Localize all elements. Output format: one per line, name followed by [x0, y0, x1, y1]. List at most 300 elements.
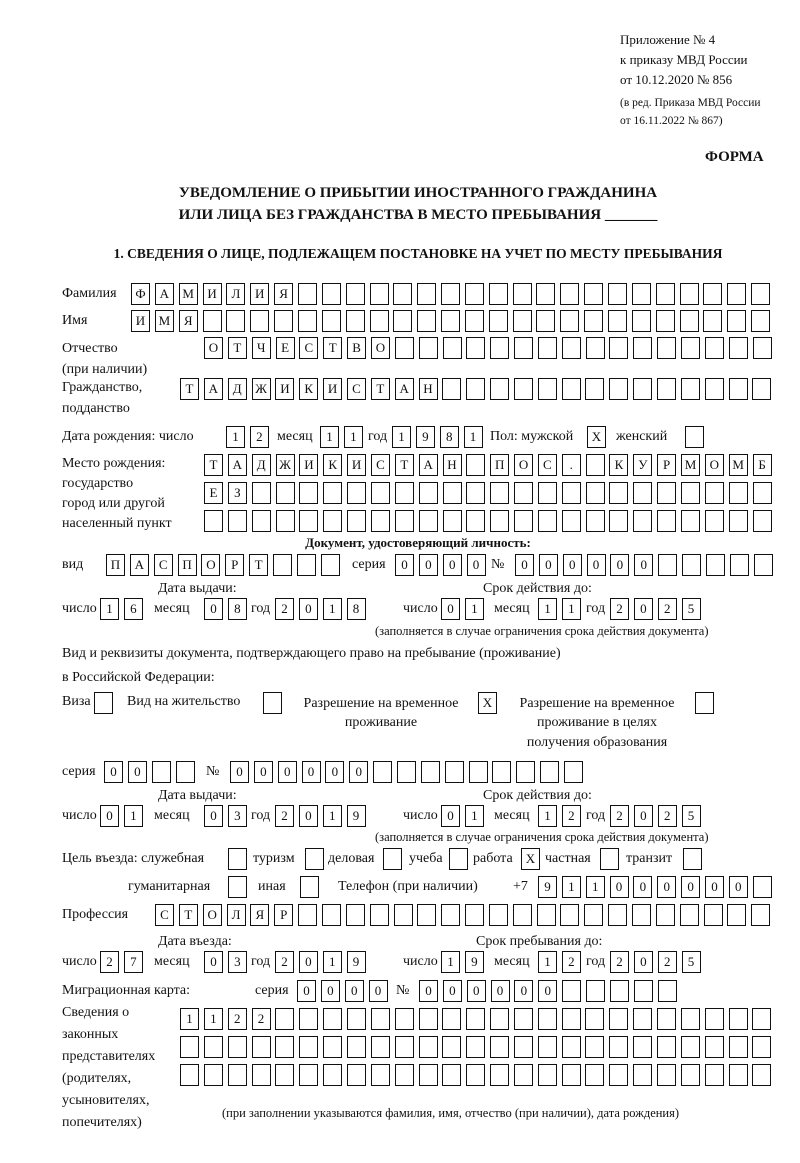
char-box[interactable]	[753, 482, 772, 504]
char-box[interactable]	[419, 510, 438, 532]
char-box[interactable]	[466, 510, 485, 532]
char-box[interactable]	[276, 510, 295, 532]
char-box[interactable]: 0	[321, 980, 340, 1002]
char-box[interactable]: 0	[299, 598, 318, 620]
char-box[interactable]: 0	[634, 951, 653, 973]
char-box[interactable]: М	[179, 283, 198, 305]
char-box[interactable]	[609, 1008, 628, 1030]
char-box[interactable]: 9	[347, 951, 366, 973]
char-box[interactable]: 2	[275, 805, 294, 827]
char-box[interactable]: Л	[227, 904, 246, 926]
char-box[interactable]	[730, 554, 749, 576]
char-box[interactable]: 0	[657, 876, 676, 898]
char-box[interactable]	[417, 283, 436, 305]
char-box[interactable]	[323, 1064, 342, 1086]
char-box[interactable]: А	[419, 454, 438, 476]
char-box[interactable]: X	[478, 692, 497, 714]
char-box[interactable]	[490, 510, 509, 532]
char-box[interactable]: О	[204, 337, 223, 359]
char-box[interactable]	[538, 1008, 557, 1030]
char-box[interactable]	[395, 337, 414, 359]
char-box[interactable]	[585, 1064, 604, 1086]
char-box[interactable]: 1	[392, 426, 411, 448]
char-box[interactable]: 0	[681, 876, 700, 898]
char-box[interactable]: 1	[320, 426, 339, 448]
char-box[interactable]	[729, 378, 748, 400]
char-box[interactable]	[347, 482, 366, 504]
char-box[interactable]: И	[131, 310, 150, 332]
char-box[interactable]: 0	[467, 554, 486, 576]
char-box[interactable]	[489, 904, 508, 926]
char-box[interactable]: 2	[250, 426, 269, 448]
char-box[interactable]: 9	[538, 876, 557, 898]
char-box[interactable]	[371, 1008, 390, 1030]
char-box[interactable]: 0	[443, 554, 462, 576]
char-box[interactable]: 0	[634, 598, 653, 620]
char-box[interactable]	[729, 1036, 748, 1058]
char-box[interactable]: 0	[705, 876, 724, 898]
char-box[interactable]: 1	[586, 876, 605, 898]
char-box[interactable]	[705, 482, 724, 504]
char-box[interactable]	[419, 1008, 438, 1030]
char-box[interactable]	[752, 378, 771, 400]
char-box[interactable]	[703, 283, 722, 305]
char-box[interactable]	[322, 283, 341, 305]
char-box[interactable]: Ч	[252, 337, 271, 359]
char-box[interactable]	[609, 1064, 628, 1086]
char-box[interactable]	[608, 310, 627, 332]
char-box[interactable]	[274, 310, 293, 332]
char-box[interactable]	[94, 692, 113, 714]
char-box[interactable]	[300, 876, 319, 898]
char-box[interactable]: М	[155, 310, 174, 332]
char-box[interactable]	[298, 310, 317, 332]
char-box[interactable]	[536, 283, 555, 305]
char-box[interactable]: 2	[658, 805, 677, 827]
char-box[interactable]	[536, 310, 555, 332]
char-box[interactable]: 8	[228, 598, 247, 620]
char-box[interactable]: С	[155, 904, 174, 926]
char-box[interactable]	[466, 337, 485, 359]
char-box[interactable]: 9	[465, 951, 484, 973]
char-box[interactable]	[347, 1064, 366, 1086]
char-box[interactable]	[752, 1064, 771, 1086]
char-box[interactable]	[371, 510, 390, 532]
char-box[interactable]	[397, 761, 416, 783]
char-box[interactable]: Т	[179, 904, 198, 926]
char-box[interactable]: 0	[443, 980, 462, 1002]
char-box[interactable]: 2	[658, 951, 677, 973]
char-box[interactable]	[562, 980, 581, 1002]
char-box[interactable]	[252, 510, 271, 532]
char-box[interactable]	[275, 1064, 294, 1086]
char-box[interactable]	[729, 1008, 748, 1030]
char-box[interactable]: О	[201, 554, 220, 576]
char-box[interactable]	[562, 1036, 581, 1058]
char-box[interactable]	[419, 1064, 438, 1086]
char-box[interactable]: В	[347, 337, 366, 359]
char-box[interactable]	[395, 1064, 414, 1086]
char-box[interactable]: 0	[491, 980, 510, 1002]
char-box[interactable]: 0	[395, 554, 414, 576]
char-box[interactable]	[632, 283, 651, 305]
char-box[interactable]	[540, 761, 559, 783]
char-box[interactable]: П	[178, 554, 197, 576]
char-box[interactable]	[681, 378, 700, 400]
char-box[interactable]	[562, 337, 581, 359]
char-box[interactable]	[538, 1036, 557, 1058]
char-box[interactable]	[538, 1064, 557, 1086]
char-box[interactable]	[228, 876, 247, 898]
char-box[interactable]	[443, 482, 462, 504]
char-box[interactable]: 1	[180, 1008, 199, 1030]
char-box[interactable]: 0	[587, 554, 606, 576]
char-box[interactable]	[657, 1036, 676, 1058]
char-box[interactable]	[323, 1036, 342, 1058]
char-box[interactable]: 1	[323, 951, 342, 973]
char-box[interactable]	[443, 337, 462, 359]
char-box[interactable]	[681, 1064, 700, 1086]
char-box[interactable]	[683, 848, 702, 870]
char-box[interactable]	[276, 482, 295, 504]
char-box[interactable]	[657, 510, 676, 532]
char-box[interactable]	[538, 482, 557, 504]
char-box[interactable]	[299, 1064, 318, 1086]
char-box[interactable]	[705, 510, 724, 532]
char-box[interactable]: 0	[100, 805, 119, 827]
char-box[interactable]: К	[323, 454, 342, 476]
char-box[interactable]: Е	[276, 337, 295, 359]
char-box[interactable]	[634, 980, 653, 1002]
char-box[interactable]	[633, 1064, 652, 1086]
char-box[interactable]	[370, 283, 389, 305]
char-box[interactable]	[442, 378, 461, 400]
char-box[interactable]: Т	[323, 337, 342, 359]
char-box[interactable]	[322, 904, 341, 926]
char-box[interactable]: X	[521, 848, 540, 870]
char-box[interactable]	[419, 337, 438, 359]
char-box[interactable]	[609, 1036, 628, 1058]
char-box[interactable]	[421, 761, 440, 783]
char-box[interactable]	[751, 904, 770, 926]
char-box[interactable]	[753, 876, 772, 898]
char-box[interactable]: 0	[230, 761, 249, 783]
char-box[interactable]	[657, 1008, 676, 1030]
char-box[interactable]: 1	[441, 951, 460, 973]
char-box[interactable]	[656, 283, 675, 305]
char-box[interactable]	[441, 310, 460, 332]
char-box[interactable]	[419, 482, 438, 504]
char-box[interactable]: И	[323, 378, 342, 400]
char-box[interactable]	[321, 554, 340, 576]
char-box[interactable]	[537, 904, 556, 926]
char-box[interactable]: И	[299, 454, 318, 476]
char-box[interactable]: С	[347, 378, 366, 400]
char-box[interactable]	[514, 1036, 533, 1058]
char-box[interactable]	[514, 510, 533, 532]
char-box[interactable]: Я	[250, 904, 269, 926]
char-box[interactable]: О	[203, 904, 222, 926]
char-box[interactable]	[395, 1008, 414, 1030]
char-box[interactable]	[445, 761, 464, 783]
char-box[interactable]	[298, 283, 317, 305]
char-box[interactable]	[681, 482, 700, 504]
char-box[interactable]: 0	[302, 761, 321, 783]
char-box[interactable]: 2	[610, 951, 629, 973]
char-box[interactable]: С	[154, 554, 173, 576]
char-box[interactable]	[417, 904, 436, 926]
char-box[interactable]	[704, 904, 723, 926]
char-box[interactable]	[443, 510, 462, 532]
char-box[interactable]	[681, 510, 700, 532]
char-box[interactable]	[490, 1064, 509, 1086]
char-box[interactable]: Д	[252, 454, 271, 476]
char-box[interactable]	[586, 510, 605, 532]
char-box[interactable]	[395, 1036, 414, 1058]
char-box[interactable]	[466, 1036, 485, 1058]
char-box[interactable]: 3	[228, 951, 247, 973]
char-box[interactable]	[346, 310, 365, 332]
char-box[interactable]	[729, 482, 748, 504]
char-box[interactable]	[347, 1036, 366, 1058]
char-box[interactable]: 8	[440, 426, 459, 448]
char-box[interactable]: 1	[538, 805, 557, 827]
char-box[interactable]	[250, 310, 269, 332]
char-box[interactable]	[513, 310, 532, 332]
char-box[interactable]: 0	[345, 980, 364, 1002]
char-box[interactable]	[609, 510, 628, 532]
char-box[interactable]	[469, 761, 488, 783]
char-box[interactable]: Т	[204, 454, 223, 476]
char-box[interactable]: 0	[419, 554, 438, 576]
char-box[interactable]	[299, 510, 318, 532]
char-box[interactable]	[752, 1036, 771, 1058]
char-box[interactable]	[658, 980, 677, 1002]
char-box[interactable]: 1	[538, 598, 557, 620]
char-box[interactable]	[275, 1036, 294, 1058]
char-box[interactable]: 7	[124, 951, 143, 973]
char-box[interactable]: Д	[228, 378, 247, 400]
char-box[interactable]: 1	[323, 598, 342, 620]
char-box[interactable]: Б	[753, 454, 772, 476]
char-box[interactable]: И	[275, 378, 294, 400]
char-box[interactable]: 9	[347, 805, 366, 827]
char-box[interactable]	[633, 510, 652, 532]
char-box[interactable]	[656, 310, 675, 332]
char-box[interactable]: Н	[443, 454, 462, 476]
char-box[interactable]	[273, 554, 292, 576]
char-box[interactable]	[466, 454, 485, 476]
char-box[interactable]: 5	[682, 951, 701, 973]
char-box[interactable]	[633, 482, 652, 504]
char-box[interactable]: 3	[228, 805, 247, 827]
char-box[interactable]	[585, 1008, 604, 1030]
char-box[interactable]	[752, 1008, 771, 1030]
char-box[interactable]: Т	[371, 378, 390, 400]
char-box[interactable]	[305, 848, 324, 870]
char-box[interactable]: 0	[634, 805, 653, 827]
char-box[interactable]	[633, 1008, 652, 1030]
char-box[interactable]: 0	[634, 554, 653, 576]
char-box[interactable]: 0	[299, 951, 318, 973]
char-box[interactable]: 0	[563, 554, 582, 576]
char-box[interactable]	[466, 482, 485, 504]
char-box[interactable]: 0	[369, 980, 388, 1002]
char-box[interactable]	[538, 510, 557, 532]
char-box[interactable]	[705, 1064, 724, 1086]
char-box[interactable]	[180, 1036, 199, 1058]
char-box[interactable]	[466, 378, 485, 400]
char-box[interactable]	[680, 904, 699, 926]
char-box[interactable]	[442, 1008, 461, 1030]
char-box[interactable]	[371, 482, 390, 504]
char-box[interactable]: 0	[128, 761, 147, 783]
char-box[interactable]: З	[228, 482, 247, 504]
char-box[interactable]	[681, 337, 700, 359]
char-box[interactable]	[681, 1036, 700, 1058]
char-box[interactable]	[466, 1008, 485, 1030]
char-box[interactable]: 0	[538, 980, 557, 1002]
char-box[interactable]: О	[371, 337, 390, 359]
char-box[interactable]: Я	[179, 310, 198, 332]
char-box[interactable]	[703, 310, 722, 332]
char-box[interactable]	[695, 692, 714, 714]
char-box[interactable]: П	[490, 454, 509, 476]
char-box[interactable]: 0	[419, 980, 438, 1002]
char-box[interactable]: 1	[344, 426, 363, 448]
char-box[interactable]	[584, 310, 603, 332]
char-box[interactable]	[180, 1064, 199, 1086]
char-box[interactable]	[417, 310, 436, 332]
char-box[interactable]	[371, 1036, 390, 1058]
char-box[interactable]	[492, 761, 511, 783]
char-box[interactable]: С	[538, 454, 557, 476]
char-box[interactable]	[323, 1008, 342, 1030]
char-box[interactable]	[228, 1036, 247, 1058]
char-box[interactable]: Р	[274, 904, 293, 926]
char-box[interactable]	[680, 283, 699, 305]
char-box[interactable]: М	[681, 454, 700, 476]
char-box[interactable]: Р	[657, 454, 676, 476]
char-box[interactable]: У	[633, 454, 652, 476]
char-box[interactable]: 5	[682, 805, 701, 827]
char-box[interactable]	[263, 692, 282, 714]
char-box[interactable]	[489, 310, 508, 332]
char-box[interactable]: 0	[610, 876, 629, 898]
char-box[interactable]: 1	[100, 598, 119, 620]
char-box[interactable]: 2	[562, 951, 581, 973]
char-box[interactable]: Т	[395, 454, 414, 476]
char-box[interactable]: Р	[225, 554, 244, 576]
char-box[interactable]	[682, 554, 701, 576]
char-box[interactable]: Ж	[276, 454, 295, 476]
char-box[interactable]	[751, 283, 770, 305]
char-box[interactable]: 0	[441, 598, 460, 620]
char-box[interactable]	[370, 904, 389, 926]
char-box[interactable]	[538, 337, 557, 359]
char-box[interactable]: 2	[275, 598, 294, 620]
char-box[interactable]	[705, 1036, 724, 1058]
char-box[interactable]	[564, 761, 583, 783]
char-box[interactable]	[373, 761, 392, 783]
char-box[interactable]: 1	[538, 951, 557, 973]
char-box[interactable]	[465, 283, 484, 305]
char-box[interactable]	[441, 283, 460, 305]
char-box[interactable]	[299, 482, 318, 504]
char-box[interactable]: Т	[228, 337, 247, 359]
char-box[interactable]: 1	[562, 598, 581, 620]
char-box[interactable]	[610, 980, 629, 1002]
char-box[interactable]: 0	[278, 761, 297, 783]
char-box[interactable]	[729, 1064, 748, 1086]
char-box[interactable]	[560, 310, 579, 332]
char-box[interactable]: 0	[539, 554, 558, 576]
char-box[interactable]: 0	[633, 876, 652, 898]
char-box[interactable]: К	[299, 378, 318, 400]
char-box[interactable]: 0	[467, 980, 486, 1002]
char-box[interactable]	[633, 337, 652, 359]
char-box[interactable]	[490, 482, 509, 504]
char-box[interactable]: 1	[204, 1008, 223, 1030]
char-box[interactable]	[633, 378, 652, 400]
char-box[interactable]	[562, 482, 581, 504]
char-box[interactable]	[228, 848, 247, 870]
char-box[interactable]	[705, 378, 724, 400]
char-box[interactable]	[370, 310, 389, 332]
char-box[interactable]	[395, 482, 414, 504]
char-box[interactable]: 0	[297, 980, 316, 1002]
char-box[interactable]: 0	[254, 761, 273, 783]
char-box[interactable]	[514, 337, 533, 359]
char-box[interactable]	[632, 904, 651, 926]
char-box[interactable]: С	[299, 337, 318, 359]
char-box[interactable]	[465, 904, 484, 926]
char-box[interactable]: 2	[658, 598, 677, 620]
char-box[interactable]: 2	[252, 1008, 271, 1030]
char-box[interactable]	[562, 378, 581, 400]
char-box[interactable]	[322, 310, 341, 332]
char-box[interactable]: Н	[419, 378, 438, 400]
char-box[interactable]	[632, 310, 651, 332]
char-box[interactable]	[466, 1064, 485, 1086]
char-box[interactable]	[441, 904, 460, 926]
char-box[interactable]	[753, 337, 772, 359]
char-box[interactable]	[346, 283, 365, 305]
char-box[interactable]: А	[155, 283, 174, 305]
char-box[interactable]	[442, 1036, 461, 1058]
char-box[interactable]	[383, 848, 402, 870]
char-box[interactable]: О	[705, 454, 724, 476]
char-box[interactable]	[228, 1064, 247, 1086]
char-box[interactable]	[490, 378, 509, 400]
char-box[interactable]	[685, 426, 704, 448]
char-box[interactable]: А	[228, 454, 247, 476]
char-box[interactable]: 9	[416, 426, 435, 448]
char-box[interactable]: Е	[204, 482, 223, 504]
char-box[interactable]	[394, 904, 413, 926]
char-box[interactable]	[252, 1064, 271, 1086]
char-box[interactable]	[656, 904, 675, 926]
char-box[interactable]	[609, 337, 628, 359]
char-box[interactable]	[393, 283, 412, 305]
char-box[interactable]	[204, 1036, 223, 1058]
char-box[interactable]: 0	[299, 805, 318, 827]
char-box[interactable]: 2	[275, 951, 294, 973]
char-box[interactable]	[560, 283, 579, 305]
char-box[interactable]	[586, 482, 605, 504]
char-box[interactable]: 1	[226, 426, 245, 448]
char-box[interactable]	[727, 310, 746, 332]
